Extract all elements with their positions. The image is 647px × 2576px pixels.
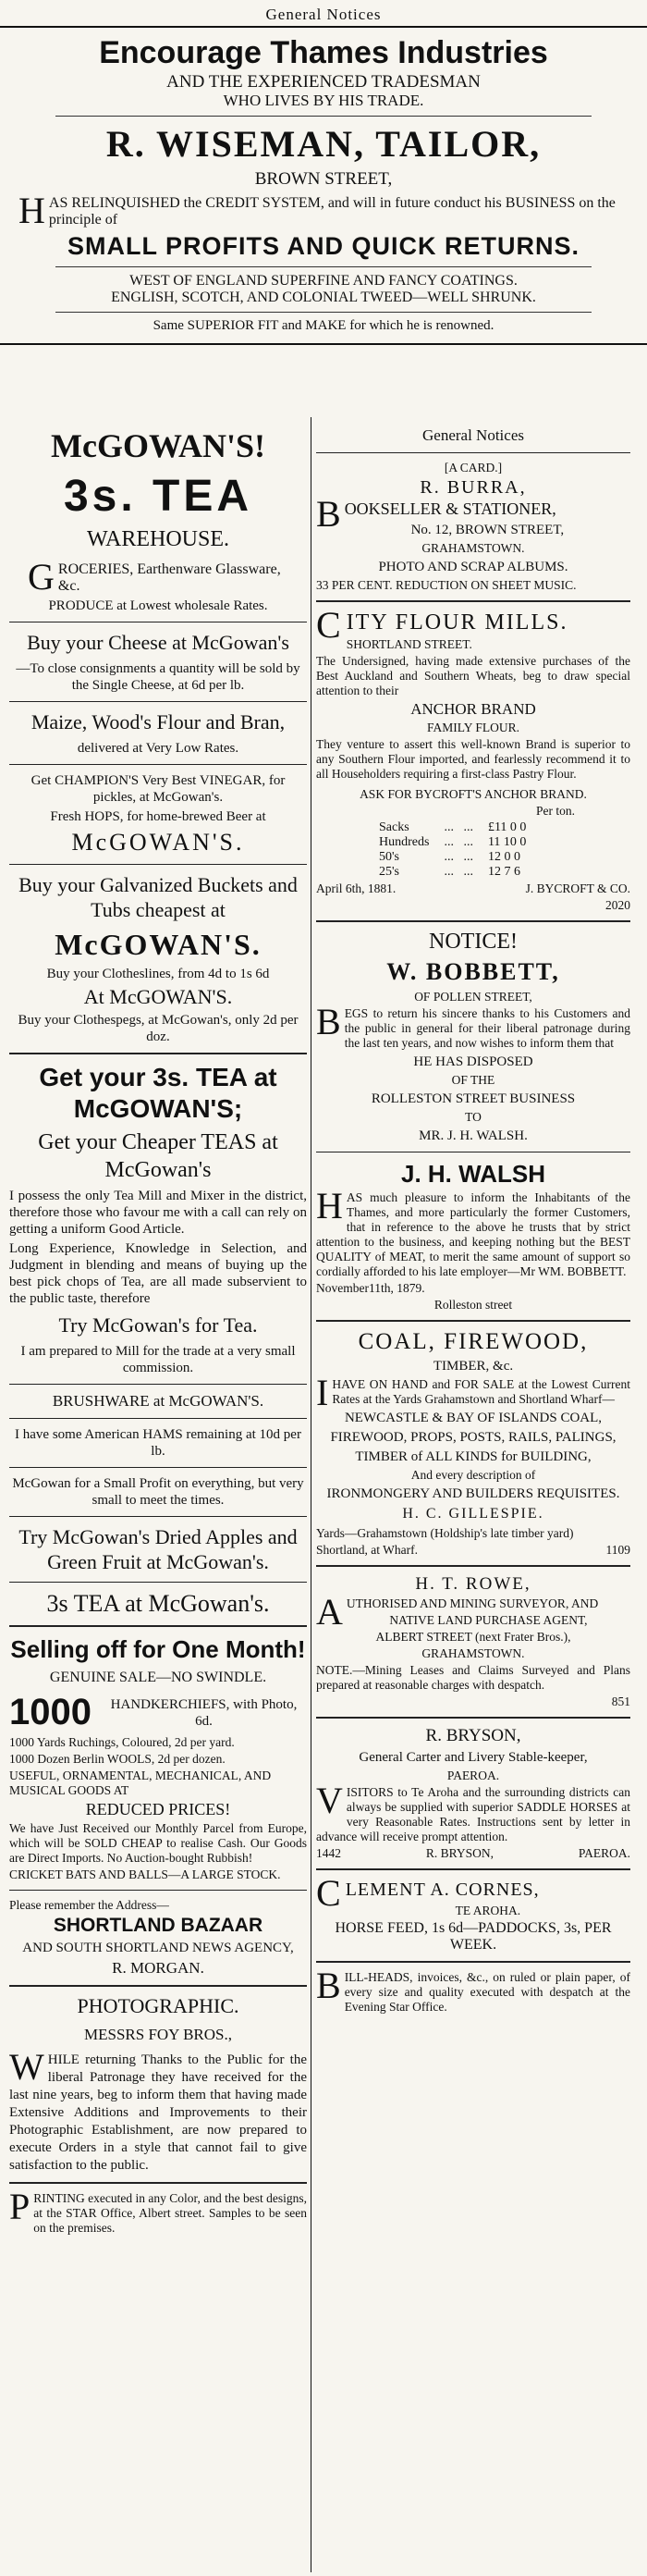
newspaper-page [0, 6, 647, 2576]
cheaper-teas: Get your Cheaper TEAS at McGowan's [38, 1130, 278, 1182]
burra: R. BURRA, [420, 477, 527, 498]
cheese-heading: Buy your Cheese at McGowan's [27, 631, 289, 654]
tea-mill: I possess the only Tea Mill and Mixer in the district, therefore those who favour me with a call can rely on getting a uniform Good Article. [9, 1189, 307, 1237]
coal-heading: COAL, FIREWOOD, [358, 1329, 589, 1354]
price-item: 50's [379, 850, 399, 864]
albert-street: ALBERT STREET (next Frater Bros.), [375, 1630, 571, 1644]
visitors-body: VISITORS to Te Aroha and the surrounding districts can always be supplied with superior SADDLE HORSES at very Reasonable Rates. Instructions sent by letter in advance will receive prompt attention. [316, 1780, 630, 1843]
subheadline-2: WHO LIVES BY HIS TRADE. [223, 92, 424, 109]
bobbett-body: BEGS to return his sincere thanks to his Customers and the public in general for their liberal patronage during the last ten years, and now wishes to inform them that [316, 1001, 630, 1050]
burra-address: No. 12, BROWN STREET, [410, 523, 565, 537]
ask-for: ASK FOR BYCROFT'S ANCHOR BRAND. [360, 787, 587, 801]
vinegar: Get CHAMPION'S Very Best VINEGAR, for pickles, at McGowan's. [31, 773, 286, 805]
big-number: 1000 [9, 1692, 92, 1732]
rowe: H. T. ROWE, [415, 1574, 531, 1594]
divider [9, 1985, 307, 1987]
wools: 1000 Dozen Berlin WOOLS, 2d per dozen. [9, 1752, 226, 1766]
mcgowans-2: McGOWAN'S. [55, 928, 262, 961]
pollen-street: OF POLLEN STREET, [414, 990, 532, 1004]
tea-title: 3s. TEA [63, 472, 253, 521]
anchor-brand: ANCHOR BRAND [410, 700, 536, 718]
flour-body: The Undersigned, having made extensive purchases of the Best Auckland and Southern Wheats, beg to draw special attention to their [316, 654, 630, 697]
at-mcgowans: At McGOWAN'S. [83, 985, 233, 1008]
price-value: 11 10 0 [487, 835, 527, 849]
walsh-date: November11th, 1879. [316, 1281, 425, 1295]
maize-heading: Maize, Wood's Flour and Bran, [31, 710, 286, 733]
divider [316, 920, 630, 922]
burra-town: GRAHAMSTOWN. [421, 541, 525, 555]
newcastle: NEWCASTLE & BAY OF ISLANDS COAL, [344, 1411, 603, 1425]
reduced-prices: REDUCED PRICES! [85, 1800, 231, 1818]
advertiser-name: R. WISEMAN, TAILOR, [105, 123, 542, 165]
parcel: We have Just Received our Monthly Parcel from Europe, which will be SOLD CHEAP to realise Cash. Our Goods are Direct Imports. No Auction-bought Rubbish! [9, 1821, 307, 1865]
te-aroha: TE AROHA. [455, 1904, 521, 1917]
experience: Long Experience, Knowledge in Selection, and Judgment in blending and means of buying up the best pick chops of Tea, are all made subservient to the public taste, therefore [9, 1241, 307, 1306]
to: TO [465, 1110, 482, 1124]
dried-apples: Try McGowan's Dried Apples and Green Fruit at McGowan's. [18, 1525, 298, 1573]
price-value: £11 0 0 [487, 820, 527, 834]
divider [9, 764, 307, 765]
rowe-town: GRAHAMSTOWN. [421, 1646, 525, 1660]
bryson-sign: R. BRYSON, [425, 1846, 494, 1860]
divider [316, 452, 630, 453]
price-item: Hundreds [379, 835, 430, 849]
goods: USEFUL, ORNAMENTAL, MECHANICAL, AND MUSICAL GOODS AT [9, 1769, 272, 1797]
table-row: Hundreds ... ... 11 10 0 [372, 835, 533, 850]
walsh-to: MR. J. H. WALSH. [419, 1128, 528, 1143]
timber-line: TIMBER, &c. [433, 1359, 514, 1374]
clothespegs: Buy your Clothespegs, at McGowan's, only 2d per doz. [18, 1013, 299, 1044]
cornes: CLEMENT A. CORNES, [316, 1872, 540, 1914]
albums: PHOTO AND SCRAP ALBUMS. [378, 560, 568, 574]
body-text: HAS RELINQUISHED the CREDIT SYSTEM, and will in future conduct his BUSINESS on the principle of [18, 190, 616, 231]
native-land: NATIVE LAND PURCHASE AGENT, [389, 1613, 588, 1627]
ref-number-4: 1442 [316, 1846, 341, 1860]
maize-body: delivered at Very Low Rates. [77, 741, 239, 756]
divider [9, 1384, 307, 1385]
divider [55, 116, 592, 117]
divider [55, 312, 592, 313]
timber-all: TIMBER of ALL KINDS for BUILDING, [355, 1449, 592, 1464]
table-row: 25's ... ... 12 7 6 [372, 865, 533, 880]
ironmongery: IRONMONGERY AND BUILDERS REQUISITES. [326, 1486, 620, 1501]
card-label: [A CARD.] [444, 461, 503, 475]
hops: Fresh HOPS, for home-brewed Beer at [50, 809, 266, 824]
tea-heading: Get your 3s. TEA at McGOWAN'S; [39, 1063, 277, 1123]
hams: I have some American HAMS remaining at 10d per lb. [15, 1427, 301, 1459]
firewood: FIREWOOD, PROPS, POSTS, RAILS, PALINGS, [330, 1430, 616, 1445]
ref-number-3: 851 [611, 1695, 630, 1708]
cricket: CRICKET BATS AND BALLS—A LARGE STOCK. [9, 1867, 281, 1881]
divider [0, 343, 647, 345]
printing-notice: PRINTING executed in any Color, and the best designs, at the STAR Office, Albert street. Samples to be seen on the premises. [9, 2186, 307, 2235]
price-table [372, 820, 533, 880]
two-columns [0, 417, 647, 2576]
morgan: R. MORGAN. [112, 1959, 204, 1977]
flour-date: April 6th, 1881. [316, 881, 397, 895]
divider [9, 864, 307, 865]
divider [9, 1053, 307, 1054]
produce: PRODUCE at Lowest wholesale Rates. [48, 598, 268, 613]
divider [9, 1625, 307, 1627]
sheet-music: 33 PER CENT. REDUCTION ON SHEET MUSIC. [316, 578, 577, 592]
foy-body: WHILE returning Thanks to the Public for the liberal Patronage they have received for the last nine years, beg to inform them that having made Extensive Additions and Improvements to their Photographic Establishment, are now prepared to execute Orders in a style that cannot fail to give satisfaction to the public. [9, 2046, 307, 2173]
rolleston-street: Rolleston street [433, 1298, 513, 1312]
of-the: OF THE [451, 1073, 495, 1087]
disposed: HE HAS DISPOSED [413, 1054, 533, 1069]
section-header: General Notices [265, 6, 382, 23]
flour-assert: They venture to assert this well-known Brand is superior to any Southern Flour imported, and fearlessly recommend it to all Householders requiring a first-class Pastry Flour. [316, 737, 630, 781]
headline: Encourage Thames Industries [99, 35, 548, 70]
fit-line: Same SUPERIOR FIT and MAKE for which he is renowned. [153, 318, 494, 333]
bill-heads: BILL-HEADS, invoices, &c., on ruled or plain paper, of every size and quality executed with despatch at the Evening Star Office. [316, 1965, 630, 2014]
iron-pre: And every description of [410, 1468, 536, 1482]
divider [316, 1961, 630, 1963]
brushware: BRUSHWARE at McGOWAN'S. [52, 1392, 264, 1410]
bycroft: J. BYCROFT & CO. [525, 881, 630, 895]
remember: Please remember the Address— [9, 1898, 169, 1912]
top-section [0, 6, 647, 345]
per-ton: Per ton. [536, 804, 575, 818]
slogan: SMALL PROFITS AND QUICK RETURNS. [67, 232, 580, 260]
coal-body: IHAVE ON HAND and FOR SALE at the Lowest Current Rates at the Yards Grahamstown and Shortland Wharf— [316, 1372, 630, 1413]
warehouse: WAREHOUSE. [87, 527, 229, 551]
mcgowan-title: McGOWAN'S! [51, 427, 265, 464]
bryson: R. BRYSON, [425, 1726, 521, 1745]
divider [9, 1516, 307, 1517]
divider [9, 1890, 307, 1891]
price-item: Sacks [379, 820, 409, 834]
divider [55, 266, 592, 267]
groceries: GROCERIES, Earthenware Glassware, &c. [28, 556, 281, 598]
gillespie: H. C. GILLESPIE. [402, 1506, 544, 1522]
divider [316, 1320, 630, 1322]
try-tea: Try McGowan's for Tea. [58, 1313, 258, 1337]
small-profit: McGowan for a Small Profit on everything, but very small to meet the times. [12, 1476, 304, 1508]
shortland-bazaar: SHORTLAND BAZAAR [53, 1915, 263, 1936]
ref-number: 2020 [605, 898, 630, 912]
table-row: 50's ... ... 12 0 0 [372, 850, 533, 865]
paeroa: PAEROA. [446, 1769, 500, 1782]
bobbett: W. BOBBETT, [386, 958, 560, 985]
street: BROWN STREET, [254, 169, 393, 189]
wharf: Shortland, at Wharf. [316, 1543, 418, 1557]
family-flour: FAMILY FLOUR. [427, 721, 519, 734]
ruchings: 1000 Yards Ruchings, Coloured, 2d per yard. [9, 1735, 235, 1749]
horse-feed: HORSE FEED, 1s 6d—PADDOCKS, 3s, PER WEEK. [335, 1920, 612, 1953]
shortland-street: SHORTLAND STREET. [346, 637, 472, 651]
paeroa-sign: PAEROA. [578, 1846, 630, 1860]
selling-off: Selling off for One Month! [10, 1635, 306, 1663]
walsh-body: HAS much pleasure to inform the Inhabitants of the Thames, and more particularly the former Customers, that in reference to the above he trusts that by strict attention to the business, and keeping nothing but the BEST QUALITY of MEAT, to merit the same amount of support so cordially afforded to his late employer—Mr WM. BOBBETT. [316, 1185, 630, 1278]
divider [9, 1582, 307, 1583]
divider [0, 26, 647, 28]
coatings-line: WEST OF ENGLAND SUPERFINE AND FANCY COATINGS. [129, 273, 518, 289]
handkerchiefs: HANDKERCHIEFS, with Photo, 6d. [110, 1696, 298, 1729]
ref-number-2: 1109 [605, 1543, 630, 1557]
rolleston-business: ROLLESTON STREET BUSINESS [371, 1091, 576, 1106]
rowe-note: NOTE.—Mining Leases and Claims Surveyed and Plans prepared at reasonable charges with despatch. [316, 1663, 630, 1692]
city-flour-mills: CITY FLOUR MILLS. [316, 604, 568, 646]
price-item: 25's [379, 865, 399, 879]
subheadline: AND THE EXPERIENCED TRADESMAN [166, 72, 481, 92]
divider [316, 1717, 630, 1719]
clotheslines: Buy your Clotheslines, from 4d to 1s 6d [46, 967, 270, 981]
carter: General Carter and Livery Stable-keeper, [359, 1750, 588, 1765]
buckets-heading: Buy your Galvanized Buckets and Tubs cheapest at [18, 873, 298, 921]
price-value: 12 7 6 [487, 865, 520, 879]
mcgowans-1: McGOWAN'S. [71, 829, 245, 856]
price-value: 12 0 0 [487, 850, 520, 864]
divider [9, 701, 307, 702]
right-column [316, 417, 630, 2016]
rowe-body: AUTHORISED AND MINING SURVEYOR, AND [316, 1591, 599, 1633]
news-agency: AND SOUTH SHORTLAND NEWS AGENCY, [22, 1941, 294, 1955]
divider [316, 1565, 630, 1567]
photographic: PHOTOGRAPHIC. [77, 1994, 239, 2017]
mill-trade: I am prepared to Mill for the trade at a very small commission. [20, 1344, 296, 1375]
left-column [9, 417, 307, 2237]
bookseller: BOOKSELLER & STATIONER, [316, 493, 556, 535]
divider [9, 2182, 307, 2184]
yards: Yards—Grahamstown (Holdship's late timber yard) [316, 1526, 574, 1540]
notice-heading: NOTICE! [429, 930, 518, 954]
divider [9, 1418, 307, 1419]
genuine-sale: GENUINE SALE—NO SWINDLE. [49, 1670, 267, 1685]
divider [316, 1868, 630, 1870]
right-header: General Notices [422, 426, 524, 444]
divider [9, 1467, 307, 1468]
walsh: J. H. WALSH [400, 1160, 545, 1188]
foy-bros: MESSRS FOY BROS., [84, 2026, 232, 2043]
tea-final: 3s TEA at McGowan's. [46, 1590, 270, 1617]
divider [316, 600, 630, 602]
tweed-line: ENGLISH, SCOTCH, AND COLONIAL TWEED—WELL SHRUNK. [111, 290, 536, 305]
cheese-body: —To close consignments a quantity will be sold by the Single Cheese, at 6d per lb. [16, 661, 300, 693]
table-row: Sacks ... ... £11 0 0 [372, 820, 533, 835]
